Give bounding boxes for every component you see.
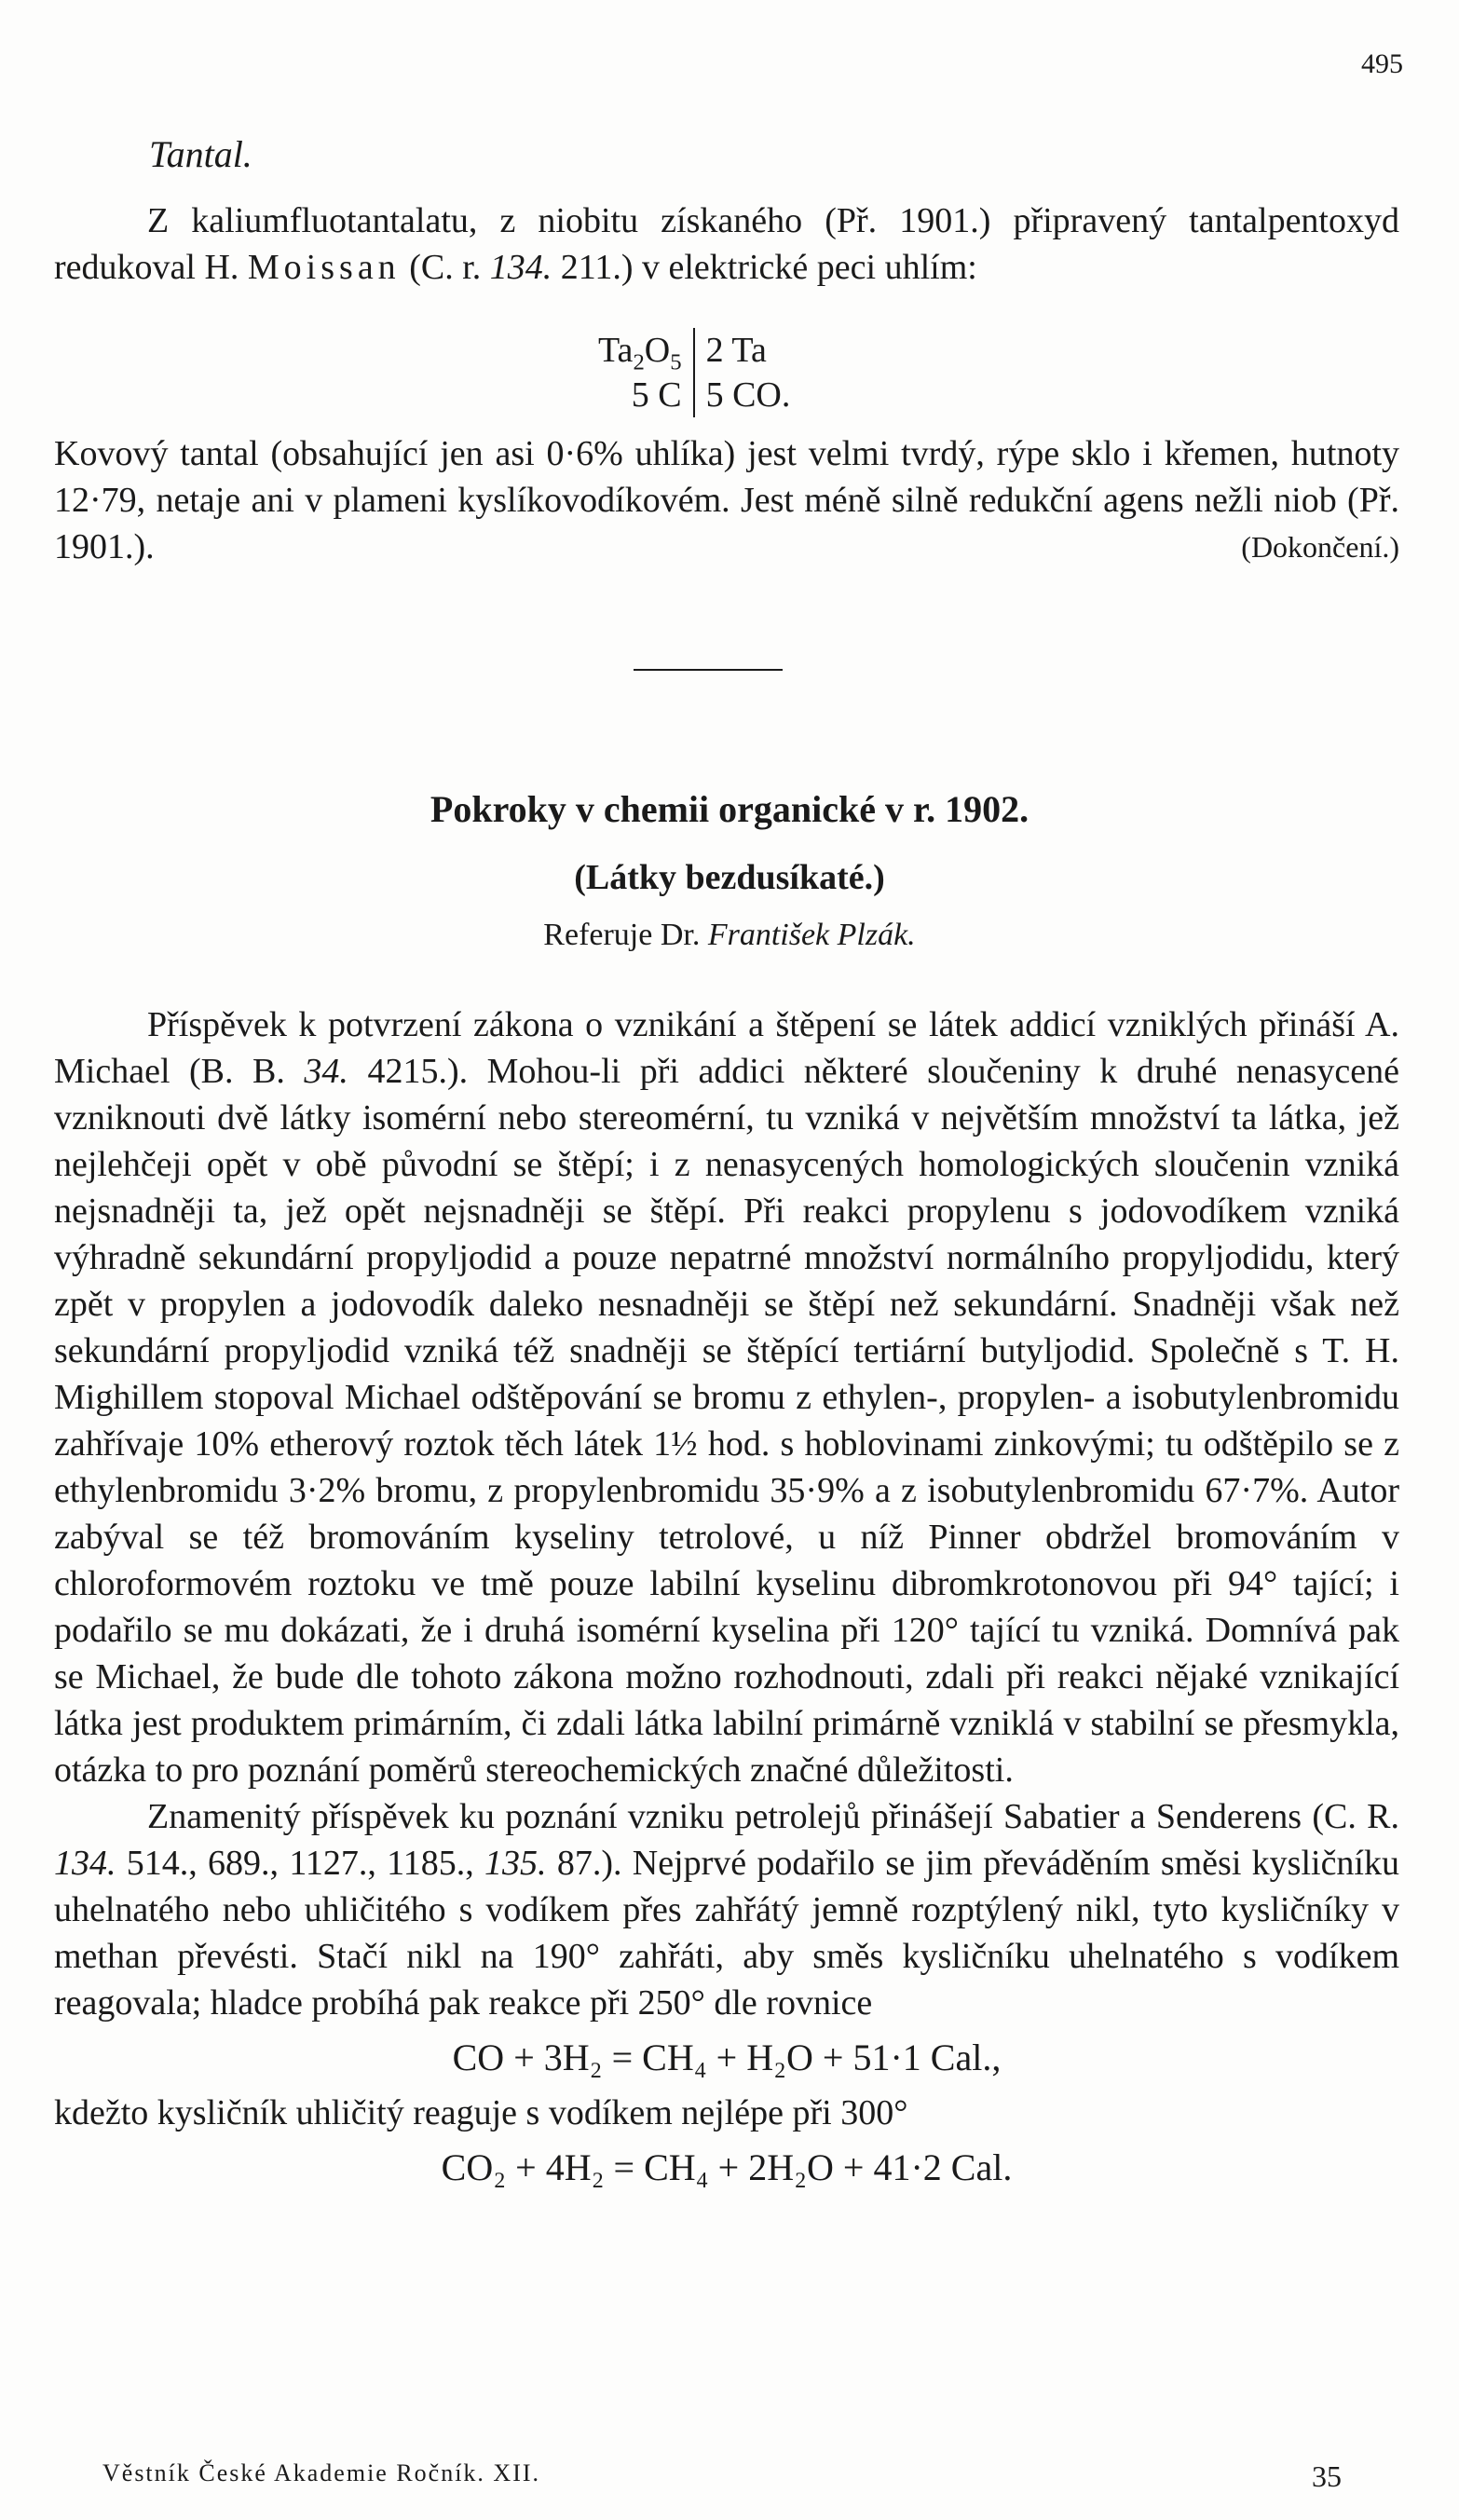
article-body [54,1001,1399,2200]
formula-methane-co2: CO₂ + 4H₂ = CH₄ + 2H₂O + 41·2 Cal. [441,2146,1013,2188]
section-divider [634,669,783,671]
page-footer [102,2459,1342,2494]
reduction-equation [587,328,801,417]
article-subtitle: (Látky bezdusíkaté.) [574,858,885,897]
eq-left-1: $Ta_2O_5$ [587,328,694,373]
article-paragraph-1: Příspěvek k potvrzení zákona o vznikání a štěpení se látek addicí vzniklých přináší A. Michael (B. B. 34. 4215.). Mohou-li při addici některé sloučeniny k druhé nenasycené vzniknouti dvě látky isomérní nebo stereomérní, tu vzniká v největším množství ta látka, jež nejlehčeji opět v obě původní se štěpí; i z nenasycených homologických sloučenin vzniká nejsnadněji ta, jež opět nejsnadněji se štěpí. Při reakci propylenu s jodovodíkem vzniká výhradně sekundární propyljodid a pouze nepatrné množství normálního propyljodidu, který zpět v propylen a jodovodík daleko nesnadněji se štěpí než sekundární. Snadněji však než sekundární propyljodid vzniká též snadněji se štěpící tertiární butyljodid. Společně s T. H. Mighillem stopoval Michael odštěpování se bromu z ethylen-, propylen- a isobutylenbromidu zahřívaje 10% etherový roztok těch látek 1½ hod. s hoblovinami zinkovými; tu odštěpilo se z ethylenbromidu 3·2% bromu, z propylenbromidu 35·9% a z isobutylenbromidu 67·7%. Autor zabýval se též bromováním kyseliny tetrolové, u níž Pinner obdržel bromováním v chloroformovém roztoku ve tmě pouze labilní kyselinu dibromkrotonovou při 94° tající; i podařilo se mu dokázati, že i druhá isomérní kyselina při 120° tající tu vzniká. Domnívá pak se Michael, že bude dle tohoto zákona možno rozhodnouti, zdali při reakci nějaké vznikající látka jest produktem primárním, či zdali látka labilní primárně vzniklá v stabilní se přesmykla, otázka to pro poznání poměrů stereochemických značné důležitosti. [54,1005,1399,1790]
page-number: 495 [1361,48,1403,79]
continued-note: (Dokončení.) [1241,530,1399,564]
tantal-p2: Kovový tantal (obsahující jen asi 0·6% uhlíka) jest velmi tvrdý, rýpe sklo i křemen, hutnoty 12·79, netaje ani v plameni kyslíkovodíkovém. Jest méně silně redukční agens nežli niob (Př. 1901.). (Dokončení.) [54,430,1399,570]
author-name: František Plzák. [707,918,916,952]
article-paragraph-3: kdežto kysličník uhličitý reaguje s vodíkem nejlépe při 300° [54,2093,908,2132]
tantal-paragraph-1 [54,198,1399,291]
article-paragraph-2: Znamenitý příspěvek ku poznání vzniku petrolejů přinášejí Sabatier a Senderens (C. R. 134. 514., 689., 1127., 1185., 135. 87.). Nejprvé podařilo se jim převáděním směsi kysličníku uhelnatého nebo uhličitého s vodíkem přes zahřátý jemně rozptýlený nikl, tyto kysličníky v methan převésti. Stačí nikl na 190° zahřáti, aby směs kysličníku uhelnatého s vodíkem reagovala; hladce probíhá pak reakce při 250° dle rovnice [54,1797,1399,2023]
article-title: Pokroky v chemii organické v r. 1902. [430,788,1029,830]
section-heading-tantal: Tantal. [149,133,252,175]
eq-left-2: 5 C [587,373,694,417]
article-author: Referuje Dr. František Plzák. [543,918,916,952]
eq-right-1: 2 Ta [705,331,767,370]
author-moissan: Moissan [247,248,401,287]
tantal-paragraph-2 [54,430,1399,570]
eq-right-2: 5 CO. [705,375,791,415]
sheet-number: 35 [1312,2459,1342,2493]
formula-methane-co: CO + 3H₂ = CH₄ + H₂O + 51·1 Cal., [452,2036,1002,2078]
tantal-p1: Z kaliumfluotantalatu, z niobitu získaného (Př. 1901.) připravený tantalpentoxyd redukoval H. Moissan (C. r. 134. 211.) v elektrické peci uhlím: [54,201,1399,287]
journal-name: Věstník České Akademie Ročník. XII. [102,2459,541,2486]
